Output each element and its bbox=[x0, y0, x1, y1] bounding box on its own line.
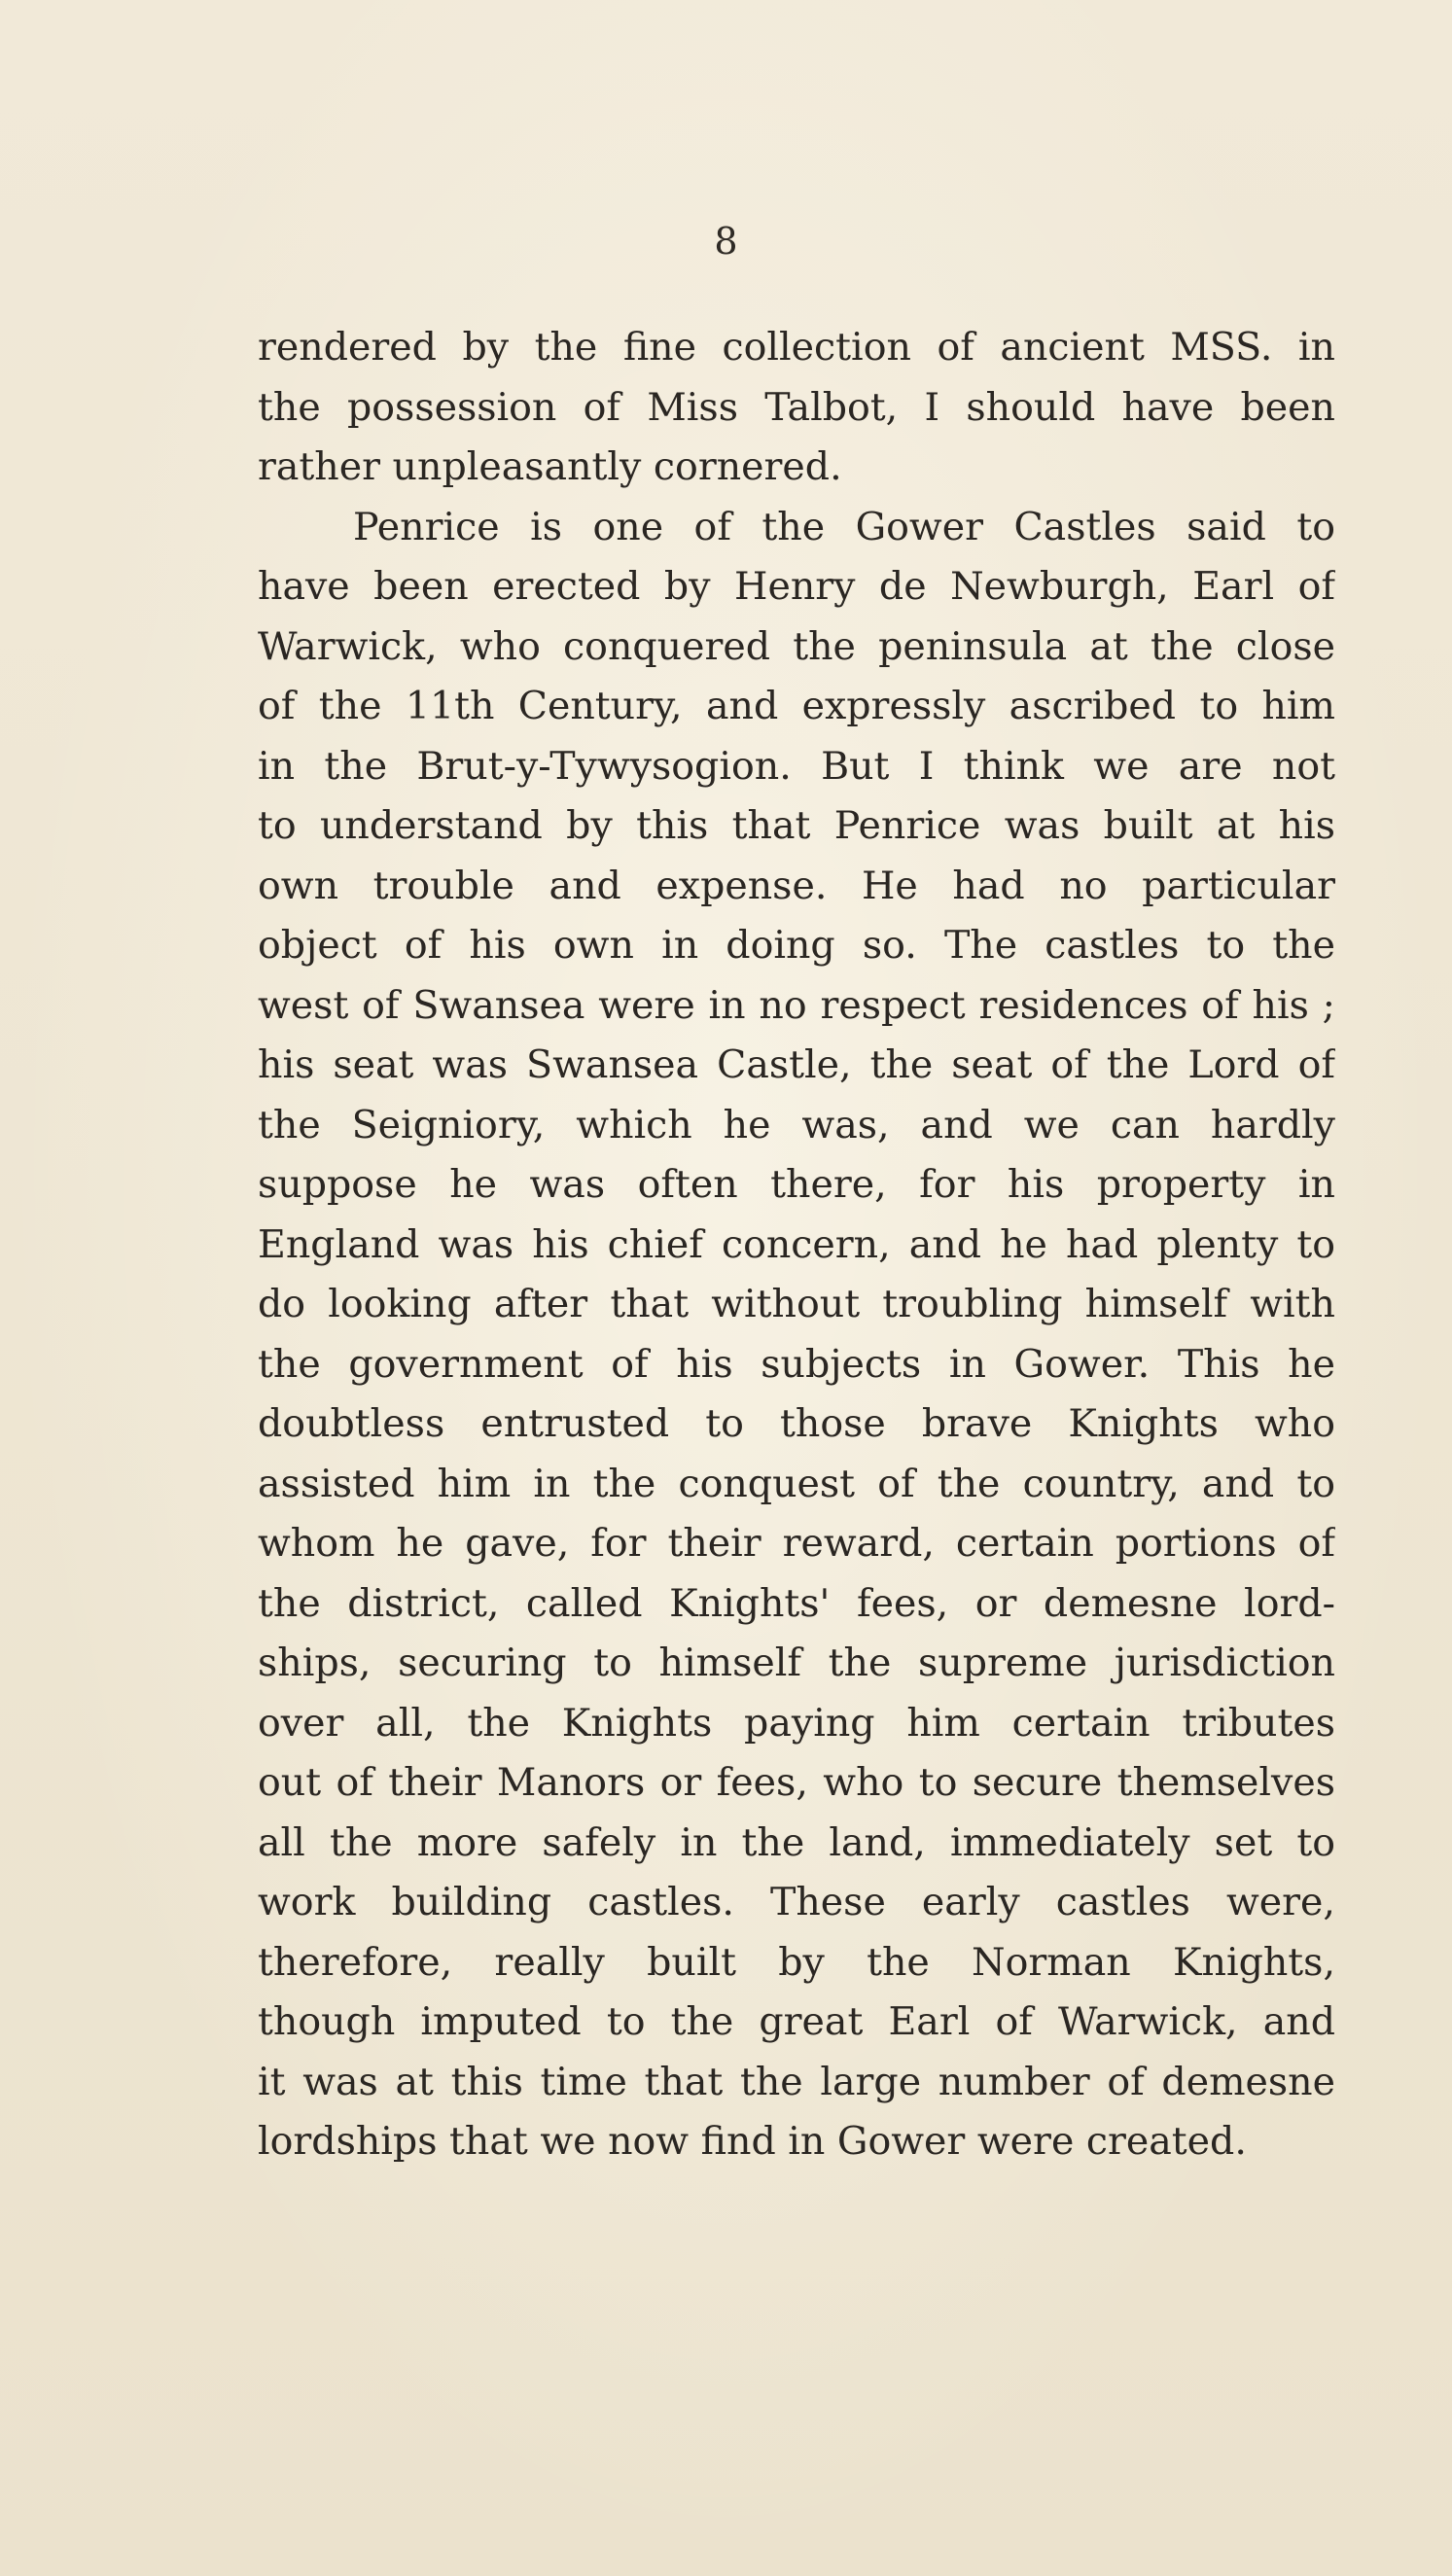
text-line: west of Swansea were in no respect residences of his ; bbox=[258, 982, 1335, 1028]
text-line: Warwick, who conquered the peninsula at the close bbox=[258, 623, 1335, 669]
text-line: over all, the Knights paying him certain tributes bbox=[258, 1700, 1335, 1746]
body-text bbox=[258, 318, 1335, 2172]
text-line: in the Brut-y-Tywysogion. But I think we are not bbox=[258, 743, 1335, 789]
text-line: therefore, really built by the Norman Knights, bbox=[258, 1939, 1335, 1985]
text-line: out of their Manors or fees, who to secure themselves bbox=[258, 1760, 1335, 1805]
page-number: 8 bbox=[714, 220, 738, 263]
text-line: own trouble and expense. He had no particular bbox=[258, 863, 1335, 908]
text-line: though imputed to the great Earl of Warwick, and bbox=[258, 1999, 1335, 2044]
text-line: object of his own in doing so. The castles to the bbox=[258, 923, 1335, 968]
text-line: suppose he was often there, for his property in bbox=[258, 1162, 1335, 1207]
text-line: work building castles. These early castles were, bbox=[258, 1880, 1335, 1924]
text-line: it was at this time that the large number of demesne bbox=[258, 2059, 1335, 2104]
text-line: lordships that we now find in Gower were created. bbox=[258, 2119, 1247, 2164]
text-line: all the more safely in the land, immediately set to bbox=[258, 1819, 1335, 1865]
text-line: rather unpleasantly cornered. bbox=[258, 444, 842, 489]
text-line: the government of his subjects in Gower. This he bbox=[258, 1341, 1335, 1387]
paragraph-start-line: Penrice is one of the Gower Castles said to bbox=[353, 504, 1335, 549]
text-line: the Seigniory, which he was, and we can hardly bbox=[258, 1102, 1335, 1147]
text-line: the district, called Knights' fees, or demesne lord- bbox=[258, 1580, 1335, 1626]
text-line: the possession of Miss Talbot, I should have been bbox=[258, 384, 1335, 430]
text-line: to understand by this that Penrice was built at his bbox=[258, 803, 1335, 848]
text-line: do looking after that without troubling himself with bbox=[258, 1282, 1335, 1326]
text-line: ships, securing to himself the supreme jurisdiction bbox=[258, 1641, 1335, 1685]
text-line: doubtless entrusted to those brave Knights who bbox=[258, 1401, 1335, 1446]
text-line: England was his chief concern, and he had plenty to bbox=[258, 1221, 1335, 1267]
text-line: whom he gave, for their reward, certain portions of bbox=[258, 1521, 1335, 1566]
text-line: of the 11th Century, and expressly ascribed to him bbox=[258, 684, 1335, 728]
text-line: have been erected by Henry de Newburgh, Earl of bbox=[258, 564, 1335, 609]
text-line: assisted him in the conquest of the country, and to bbox=[258, 1461, 1335, 1506]
text-line: rendered by the fine collection of ancient MSS. in bbox=[258, 325, 1335, 370]
text-line: his seat was Swansea Castle, the seat of the Lord of bbox=[258, 1042, 1335, 1087]
